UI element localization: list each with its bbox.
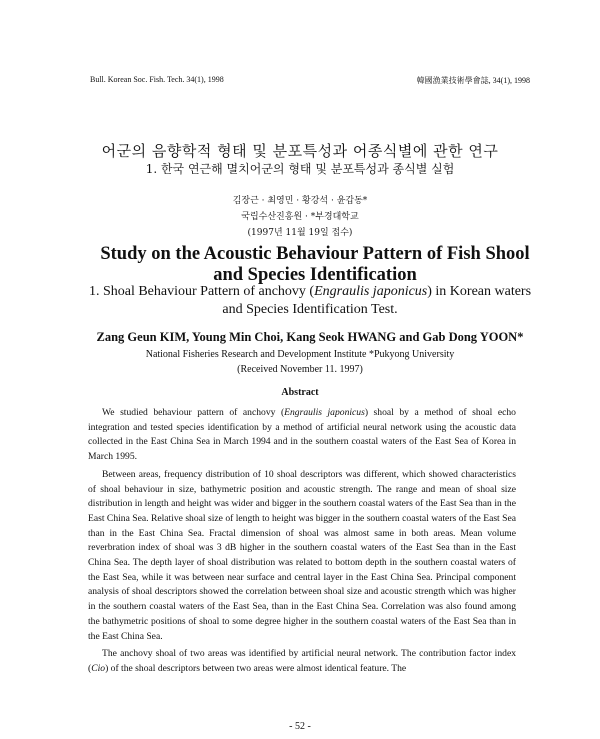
abstract-p3-post: ) of the shoal descriptors between two areas were almost identical feature. The [105, 662, 407, 674]
korean-received-date: (1997년 11월 19일 접수) [247, 228, 353, 238]
korean-authors: 김장근 · 최영민 · 황강석 · 윤갑동* [232, 196, 368, 206]
page-number: - 52 - [289, 721, 311, 732]
english-subtitle-pre: 1. Shoal Behaviour Pattern of anchovy ( [88, 284, 315, 299]
abstract-p3-cio: Cio [91, 662, 106, 674]
abstract-paragraph-1 [88, 406, 516, 465]
abstract-heading: Abstract [281, 387, 319, 398]
abstract-p1-pre: We studied behaviour pattern of anchovy ( [102, 407, 285, 418]
english-title-line-2: and Species Identification [213, 265, 417, 285]
english-title-line-1: Study on the Acoustic Behaviour Pattern of Fish Shool [100, 244, 530, 264]
abstract-paragraph-3 [88, 647, 516, 676]
korean-subtitle: 1. 한국 연근해 멸치어군의 형태 및 분포특성과 종식별 실험 [145, 162, 455, 176]
abstract-paragraph-2: Between areas, frequency distribution of 10 shoal descriptors was different, which showed characteristics of shoal behaviour in size, bathymetric position and acoustic strength. The range and mean of shoal size distribution in length and height was wider and bigger in the southern coastal waters of the East Sea than in the East China Sea. Relative shoal size of length to height was bigger in the southern coastal waters of the East Sea than in the East China Sea. Fractal dimension of shoal was almost same in both areas. Mean volume reverbration index of shoal was 3 dB higher in the southern coastal waters of the East Sea than in the East China Sea. The depth layer of shoal distribution was related to bottom depth in the southern coastal waters of the East Sea, while it was between near surface and central layer in the East China Sea. Principal component analysis of shoal descriptors showed the correlation between shoal size and acoustic strength which was higher in the southern coastal waters of the East Sea, than in the East China Sea. Correlation was also found among the bathymetric positions of shoal to some degree higher in the southern coastal waters of the East Sea than in the East China Sea. [88, 468, 516, 642]
english-subtitle-post: ) in Korean waters and Species Identification Test. [222, 284, 532, 317]
korean-title: 어군의 음향학적 형태 및 분포특성과 어종식별에 관한 연구 [101, 142, 499, 160]
abstract-p1-post: ) shoal by a method of shoal echo integration and tested species identification by a method of artificial neural network using the acoustic data collected in the East China Sea in March 1994 and in the southern coastal waters of the East Sea of Korea in March 1995. [88, 407, 516, 463]
english-authors: Zang Geun KIM, Young Min Choi, Kang Seok HWANG and Gab Dong YOON* [96, 330, 524, 344]
running-head-right: 韓國漁業技術學會誌, 34(1), 1998 [416, 76, 530, 85]
english-subtitle [80, 283, 540, 319]
abstract-body [88, 406, 516, 677]
abstract-p3-pre: The anchovy shoal of two areas was identified by artificial neural network. The contribution factor index ( [88, 648, 516, 674]
english-affiliation: National Fisheries Research and Development Institute *Pukyong University [145, 349, 455, 360]
korean-affiliation: 국립수산진흥원 · *부경대학교 [241, 212, 359, 222]
running-head-left: Bull. Korean Soc. Fish. Tech. 34(1), 1998 [90, 75, 224, 84]
english-received-date: (Received November 11. 1997) [237, 364, 363, 375]
english-title [90, 244, 540, 286]
species-name: Engraulis japonicus [314, 284, 428, 299]
abstract-p1-species: Engraulis japonicus [284, 407, 365, 418]
